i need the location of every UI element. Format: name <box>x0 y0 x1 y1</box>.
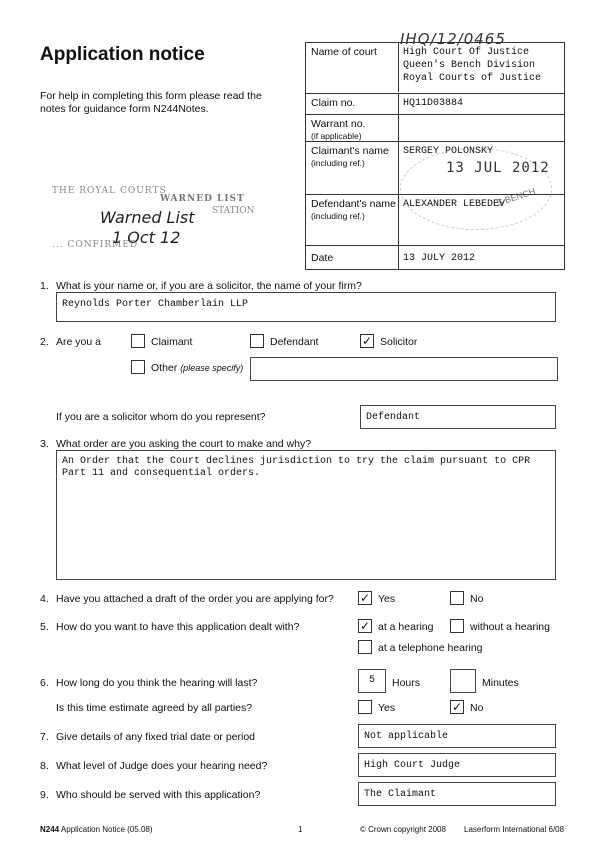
trial-date-field[interactable]: Not applicable <box>358 724 556 748</box>
agreed-no-label: No <box>470 702 484 714</box>
q7-number: 7. <box>40 731 49 743</box>
handwritten-warned-list: Warned List <box>100 208 195 227</box>
stamp-line: STATION <box>212 206 255 216</box>
warrant-sub: (if applicable) <box>311 131 362 141</box>
claimant-label-text: Claimant's name <box>311 145 389 157</box>
agreed-yes-checkbox[interactable] <box>358 700 372 714</box>
q9-question: Who should be served with this application? <box>56 789 261 801</box>
page-title: Application notice <box>40 44 205 65</box>
q4-yes-checkbox[interactable]: ✓ <box>359 591 371 605</box>
q3-order-line: Part 11 and consequential orders. <box>62 468 261 479</box>
footer-copyright: © Crown copyright 2008 <box>360 825 446 834</box>
at-hearing-checkbox[interactable]: ✓ <box>359 619 371 633</box>
claim-no-label: Claim no. <box>311 97 356 109</box>
other-checkbox[interactable] <box>131 360 145 374</box>
claimant-checkbox[interactable] <box>131 334 145 348</box>
q4-question: Have you attached a draft of the order you are applying for? <box>56 593 334 605</box>
court-name-line: High Court Of Justice <box>403 47 530 58</box>
claim-no-value[interactable]: HQ11D03884 <box>398 94 561 114</box>
warrant-row <box>306 114 564 141</box>
footer-laserform: Laserform International 6/08 <box>464 825 565 834</box>
claim-no-row <box>306 93 564 114</box>
court-name-label: Name of court <box>311 46 377 58</box>
defendant-value[interactable]: ALEXANDER LEBEDEV <box>398 195 561 245</box>
date-row <box>306 245 564 270</box>
date-label: Date <box>311 252 334 264</box>
q4-yes-label: Yes <box>378 593 396 605</box>
agreed-question: Is this time estimate agreed by all parties? <box>56 702 253 714</box>
stamp-line: WARNED LIST <box>160 194 245 204</box>
footer-form-name: Application Notice (05.08) <box>60 825 153 834</box>
received-stamp <box>400 148 550 238</box>
agreed-yes-label: Yes <box>378 702 396 714</box>
q1-question: What is your name or, if you are a solicitor, the name of your firm? <box>56 280 362 292</box>
defendant-sub: (including ref.) <box>311 211 365 221</box>
other-specify-field[interactable] <box>250 357 558 381</box>
other-hint: (please specify) <box>180 363 244 373</box>
served-field[interactable]: The Claimant <box>358 782 556 806</box>
q8-number: 8. <box>40 760 49 772</box>
court-name-line: Queen's Bench Division <box>403 60 536 71</box>
defendant-label <box>311 198 397 222</box>
minutes-field[interactable] <box>450 669 476 693</box>
q5-number: 5. <box>40 621 49 633</box>
handwritten-date: 1 Oct 12 <box>112 228 181 247</box>
court-name-line: Royal Courts of Justice <box>403 73 542 84</box>
claimant-sub: (including ref.) <box>311 158 365 168</box>
other-text: Other <box>151 362 178 374</box>
warrant-value[interactable] <box>398 115 561 141</box>
minutes-label: Minutes <box>482 677 519 689</box>
q8-question: What level of Judge does your hearing need? <box>56 760 268 772</box>
q3-order-line: An Order that the Court declines jurisdiction to try the claim pursuant to CPR <box>62 456 531 467</box>
stamp-line: THE ROYAL COURTS <box>52 186 167 196</box>
other-option-label <box>151 362 243 374</box>
court-name-value <box>398 43 561 92</box>
hours-field[interactable]: 5 <box>358 669 386 693</box>
telephone-hearing-label: at a telephone hearing <box>378 642 483 654</box>
stamp-text: S BENCH <box>495 186 537 208</box>
claimant-value[interactable]: SERGEY POLONSKY <box>398 142 561 194</box>
q1-number: 1. <box>40 280 49 292</box>
date-value[interactable]: 13 JULY 2012 <box>398 246 561 270</box>
footer-page-number: 1 <box>298 825 303 834</box>
defendant-label-text: Defendant's name <box>311 198 396 210</box>
warrant-label-text: Warrant no. <box>311 118 366 130</box>
footer-form-code: N244 <box>40 825 60 834</box>
q3-number: 3. <box>40 438 49 450</box>
court-name-row <box>306 43 564 92</box>
stamp-date: 13 JUL 2012 <box>446 160 550 176</box>
warrant-label <box>311 118 397 142</box>
q4-no-label: No <box>470 593 484 605</box>
q9-number: 9. <box>40 789 49 801</box>
listing-stamp <box>52 178 302 248</box>
q3-order-field[interactable] <box>56 450 556 580</box>
claimant-label <box>311 145 397 169</box>
footer-form-id <box>40 825 153 834</box>
claimant-option-label: Claimant <box>151 336 193 348</box>
handwritten-reference: IHQ/12/0465 <box>400 30 506 48</box>
represent-question: If you are a solicitor whom do you represent? <box>56 411 266 423</box>
telephone-hearing-checkbox[interactable] <box>358 640 372 654</box>
defendant-checkbox[interactable] <box>250 334 264 348</box>
q4-no-checkbox[interactable] <box>450 591 464 605</box>
q2-question: Are you a <box>56 336 101 348</box>
stamp-line: ... CONFIRMED <box>52 240 139 250</box>
q5-question: How do you want to have this application dealt with? <box>56 621 300 633</box>
without-hearing-checkbox[interactable] <box>450 619 464 633</box>
without-hearing-label: without a hearing <box>470 621 550 633</box>
q6-question: How long do you think the hearing will last? <box>56 677 258 689</box>
represent-field[interactable]: Defendant <box>360 405 556 429</box>
q1-name-field[interactable]: Reynolds Porter Chamberlain LLP <box>56 292 556 322</box>
q6-number: 6. <box>40 677 49 689</box>
at-hearing-label: at a hearing <box>378 621 434 633</box>
hours-label: Hours <box>392 677 421 689</box>
agreed-no-checkbox[interactable]: ✓ <box>451 700 463 714</box>
judge-level-field[interactable]: High Court Judge <box>358 753 556 777</box>
help-text: For help in completing this form please read the notes for guidance form N244Notes. <box>40 90 262 115</box>
q3-question: What order are you asking the court to make and why? <box>56 438 312 450</box>
solicitor-checkbox[interactable]: ✓ <box>361 334 373 348</box>
q2-number: 2. <box>40 336 49 348</box>
q4-number: 4. <box>40 593 49 605</box>
solicitor-option-label: Solicitor <box>380 336 418 348</box>
q7-question: Give details of any fixed trial date or period <box>56 731 256 743</box>
defendant-option-label: Defendant <box>270 336 319 348</box>
